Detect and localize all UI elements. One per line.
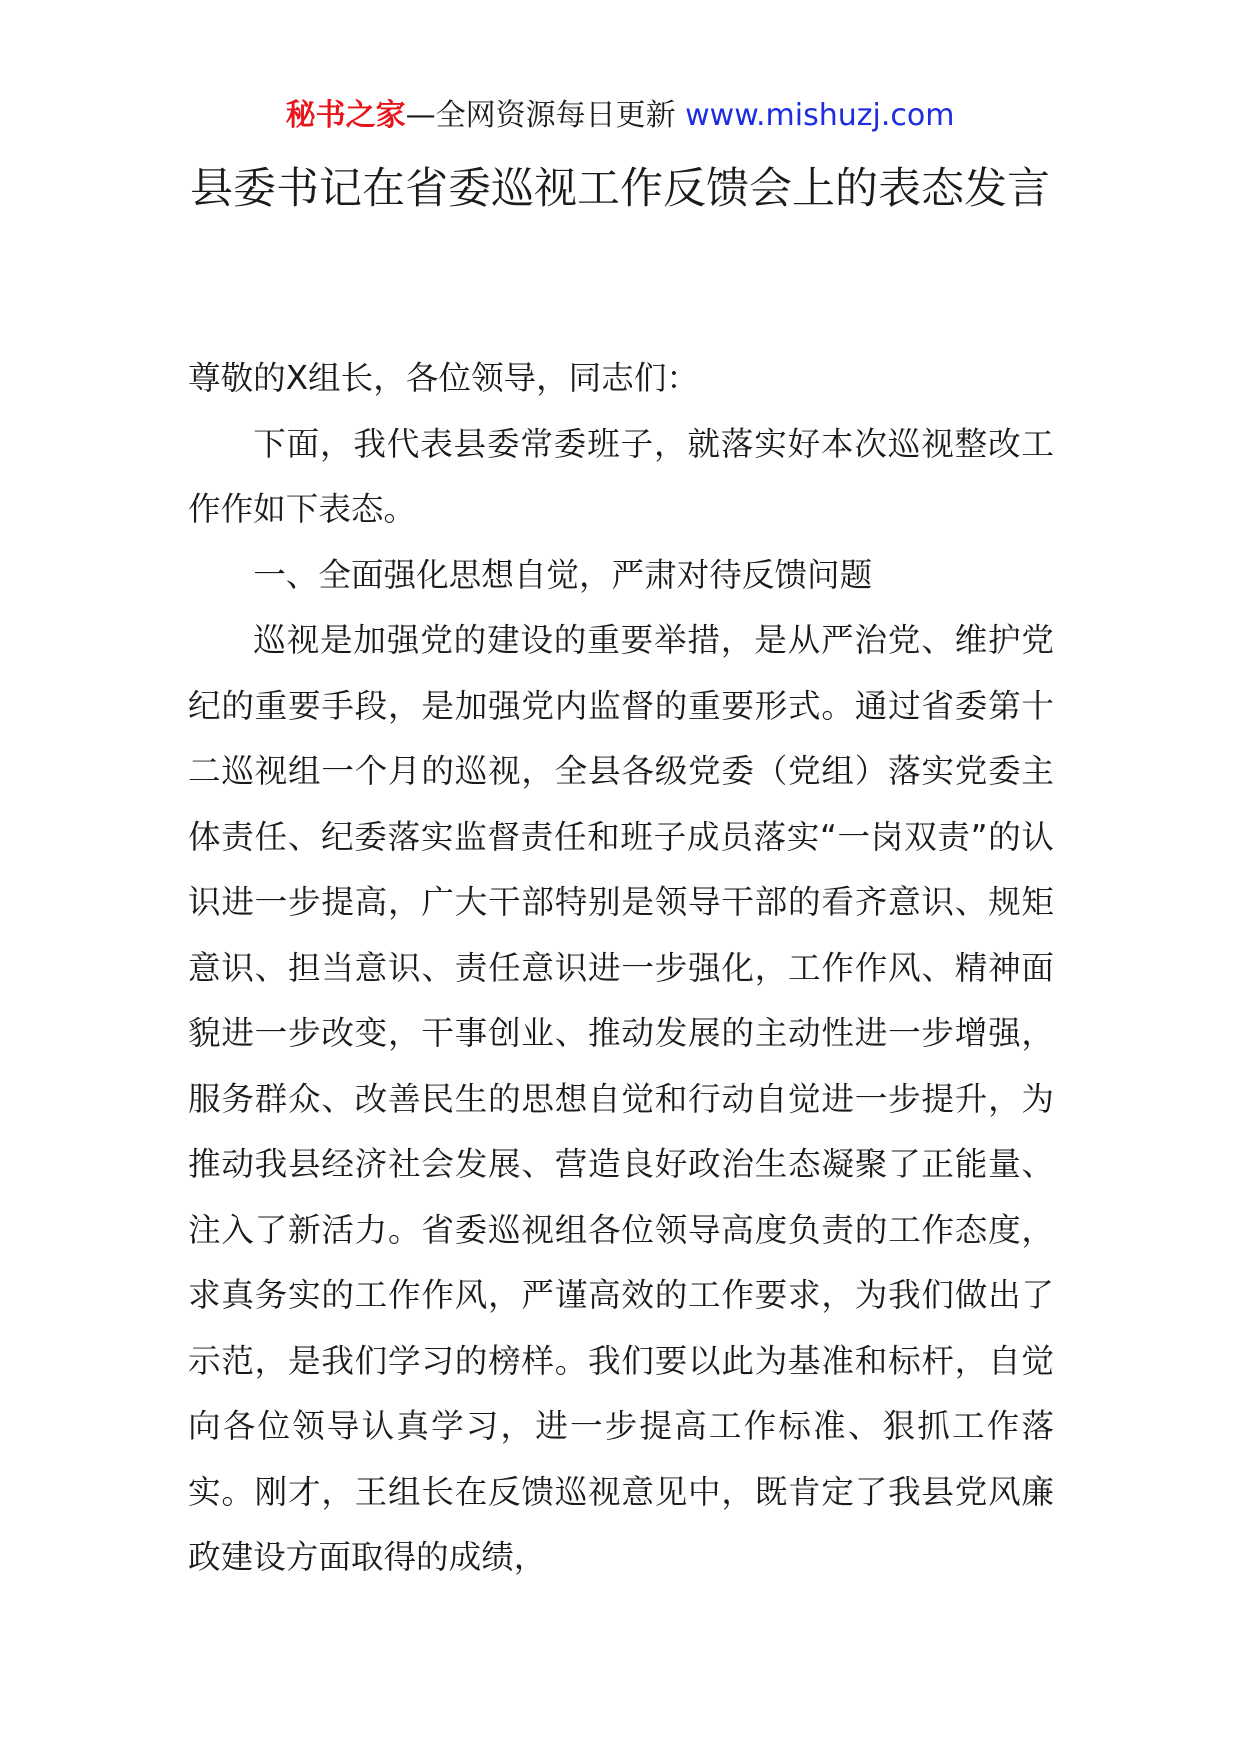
- header-tagline: —全网资源每日更新: [405, 98, 686, 133]
- intro-paragraph: 下面，我代表县委常委班子，就落实好本次巡视整改工作作如下表态。: [188, 424, 1054, 528]
- site-url: www.mishuzj.com: [685, 98, 955, 133]
- document-title: 县委书记在省委巡视工作反馈会上的表态发言: [190, 164, 1050, 214]
- document-body: [188, 346, 1054, 1591]
- salutation: 尊敬的X组长，各位领导，同志们：: [188, 359, 699, 397]
- body-paragraph: 巡视是加强党的建设的重要举措，是从严治党、维护党纪的重要手段，是加强党内监督的重要形式。通过省委第十二巡视组一个月的巡视，全县各级党委（党组）落实党委主体责任、纪委落实监督责任和班子成员落实“一岗双责”的认识进一步提高，广大干部特别是领导干部的看齐意识、规矩意识、担当意识、责任意识进一步强化，工作作风、精神面貌进一步改变，干事创业、推动发展的主动性进一步增强，服务群众、改善民生的思想自觉和行动自觉进一步提升，为推动我县经济社会发展、营造良好政治生态凝聚了正能量、注入了新活力。省委巡视组各位领导高度负责的工作态度，求真务实的工作作风，严谨高效的工作要求，为我们做出了示范，是我们学习的榜样。我们要以此为基准和标杆，自觉向各位领导认真学习，进一步提高工作标准、狠抓工作落实。刚才，王组长在反馈巡视意见中，既肯定了我县党风廉政建设方面取得的成绩，: [188, 621, 1054, 1576]
- section-heading: 一、全面强化思想自觉，严肃对待反馈问题: [253, 555, 873, 594]
- site-header: [0, 96, 1240, 136]
- brand-name: 秘书之家: [285, 98, 406, 133]
